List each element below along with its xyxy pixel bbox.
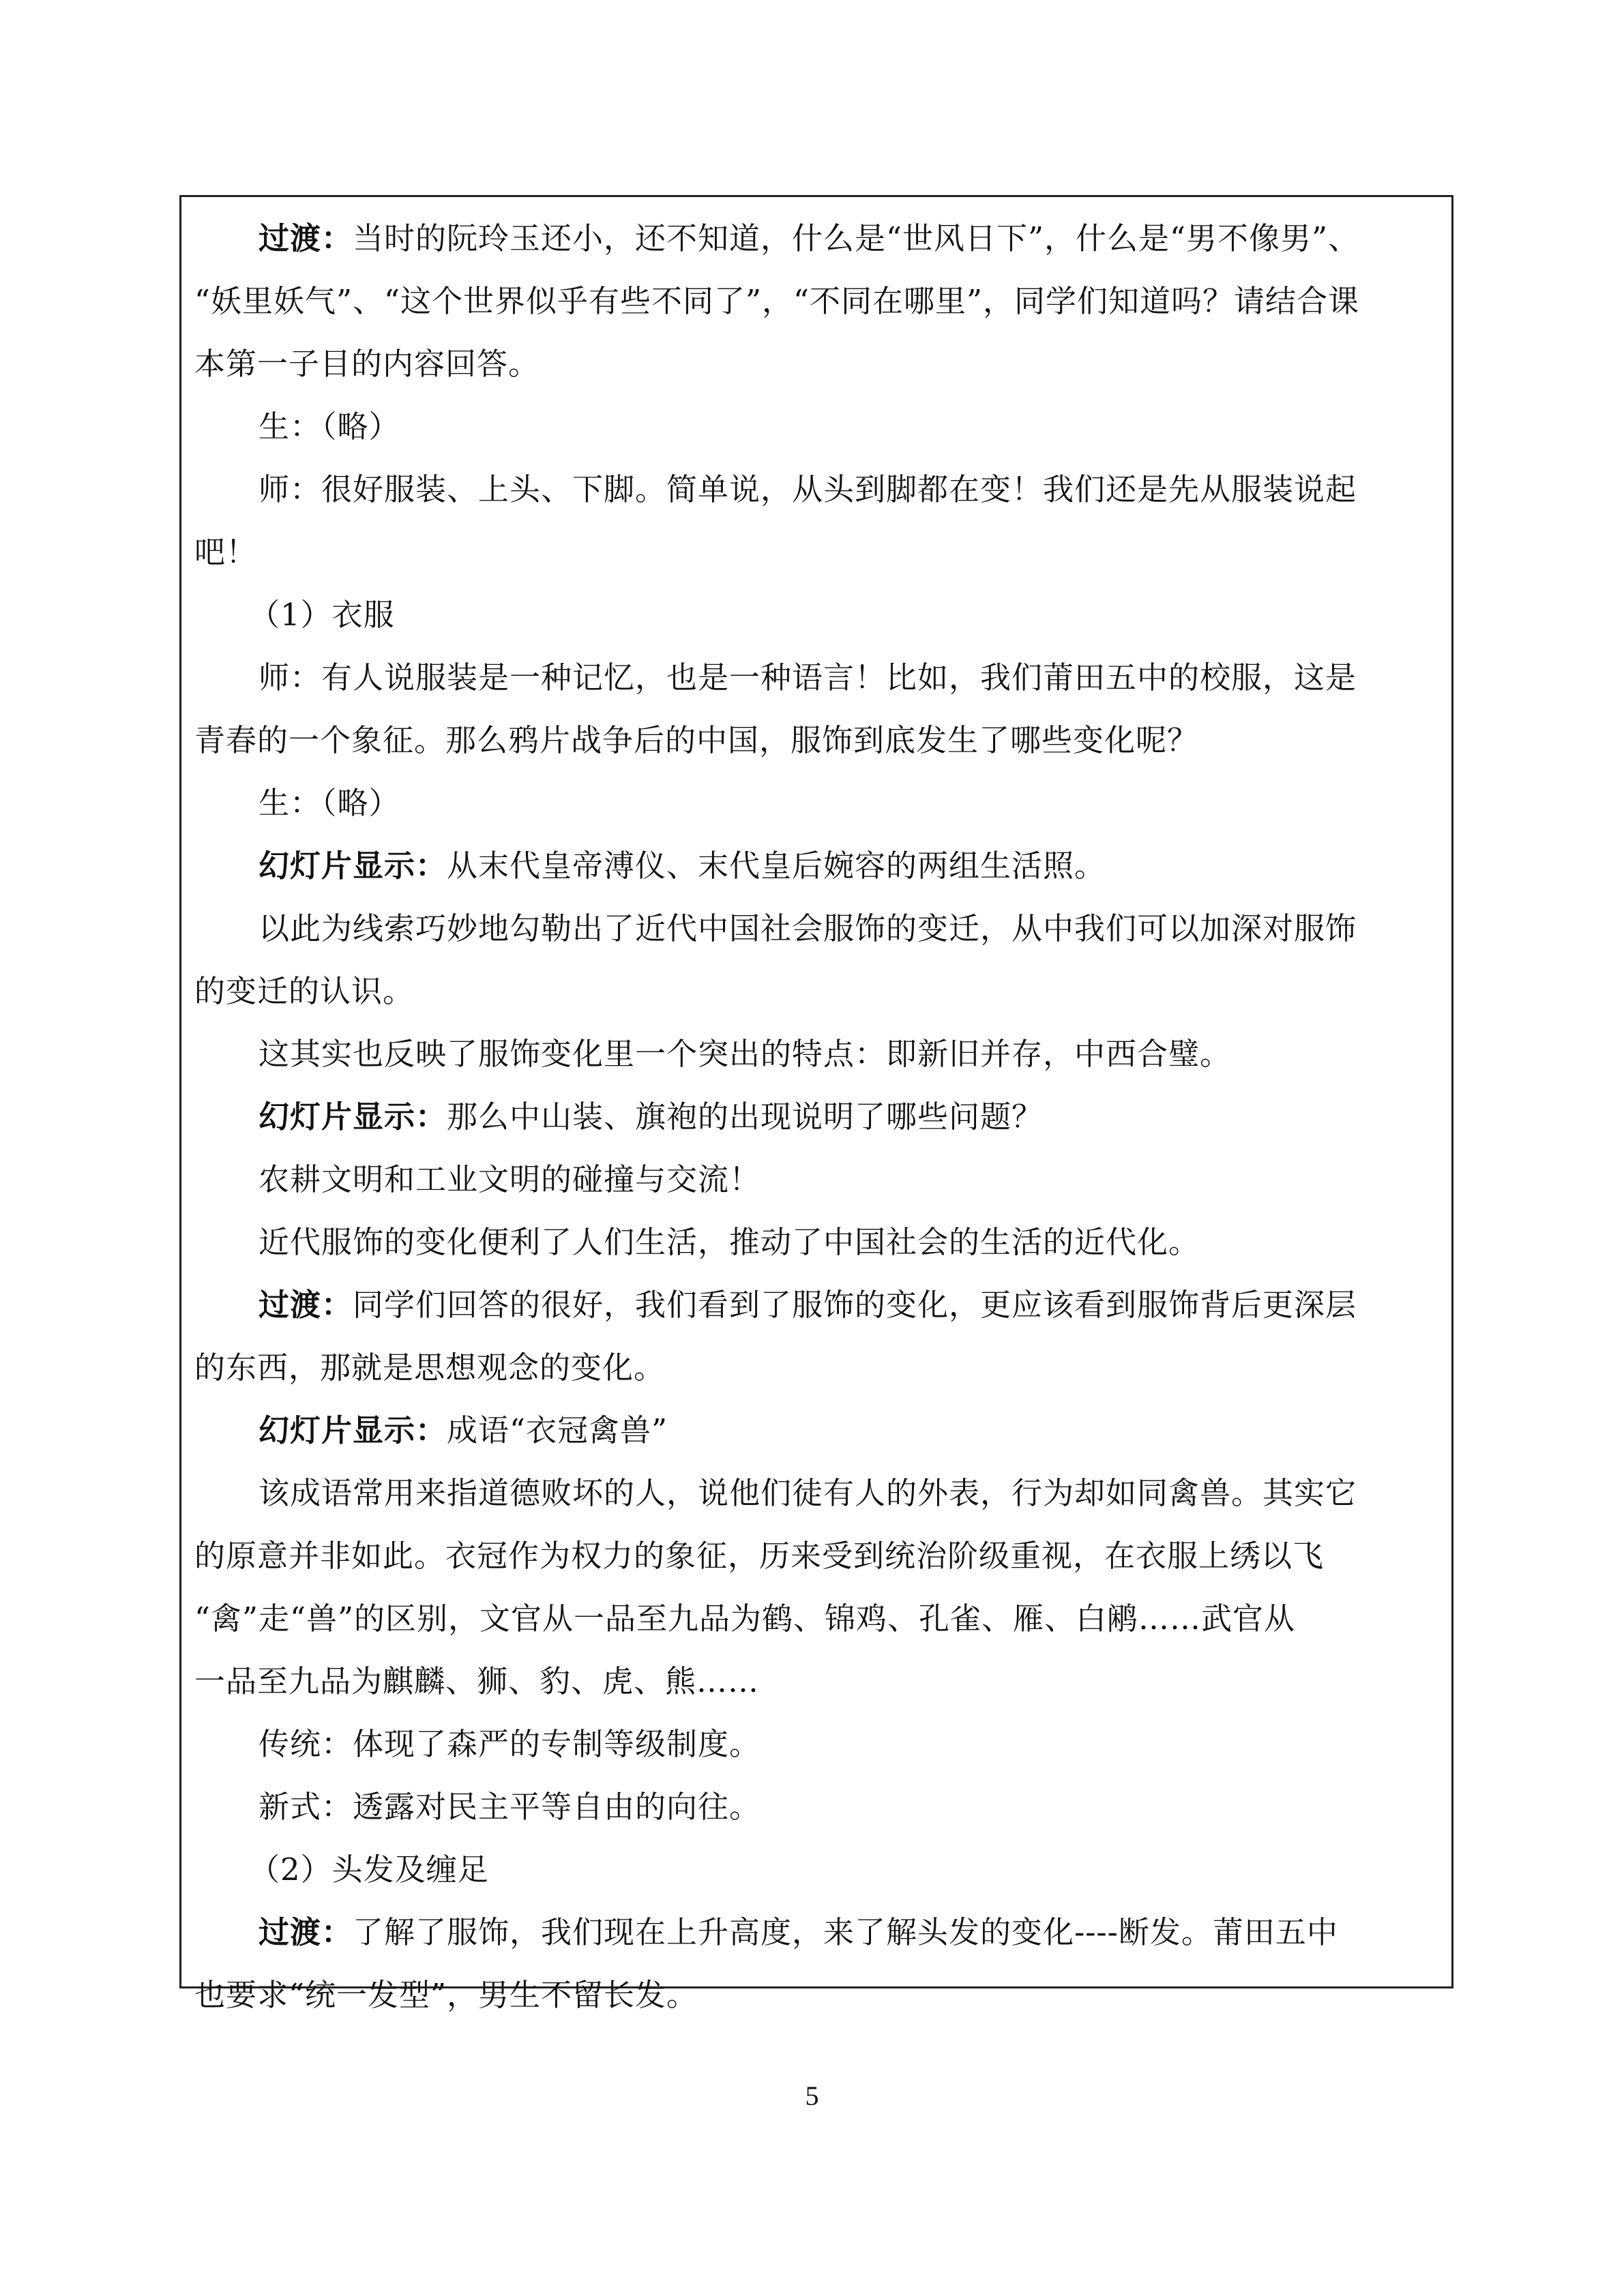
line-text: “禽”走“兽”的区别，文官从一品至九品为鹤、锦鸡、孔雀、雁、白鹇……武官从: [194, 1600, 1296, 1637]
line-label: 幻灯片显示：: [259, 1412, 447, 1448]
paragraph-line: [194, 1462, 1429, 1525]
paragraph-line: [194, 1086, 1429, 1148]
paragraph-line: [194, 1587, 1429, 1650]
paragraph-line: [194, 1337, 1429, 1399]
paragraph-line: [194, 270, 1429, 333]
paragraph-line: [194, 1399, 1429, 1462]
section-heading: [194, 584, 1429, 646]
paragraph-line: [194, 1148, 1429, 1211]
section-heading: [194, 1838, 1429, 1901]
line-text: 传统：体现了森严的专制等级制度。: [259, 1726, 761, 1762]
line-text: 的变迁的认识。: [194, 973, 415, 1009]
paragraph-line: [194, 1964, 1429, 2027]
paragraph-line: [194, 1650, 1429, 1713]
line-text: 师：有人说服装是一种记忆，也是一种语言！比如，我们莆田五中的校服，这是: [259, 659, 1357, 696]
paragraph-line: [194, 1525, 1429, 1587]
line-text: 了解了服饰，我们现在上升高度，来了解头发的变化----断发。莆田五中: [353, 1914, 1338, 1950]
line-text: 师：很好服装、上头、下脚。简单说，从头到脚都在变！我们还是先从服装说起: [259, 471, 1357, 507]
line-label: 幻灯片显示：: [259, 1099, 447, 1135]
paragraph-line: [194, 1776, 1429, 1838]
paragraph-line: [194, 458, 1429, 521]
paragraph-line: [194, 835, 1429, 897]
line-text: 一品至九品为麒麟、狮、豹、虎、熊……: [194, 1663, 760, 1699]
line-text: 农耕文明和工业文明的碰撞与交流！: [259, 1161, 761, 1197]
line-text: 该成语常用来指道德败坏的人，说他们徒有人的外表，行为却如同禽兽。其实它: [259, 1475, 1357, 1511]
paragraph-line: [194, 1901, 1429, 1964]
line-text: 生：（略）: [259, 785, 400, 821]
paragraph-line: [194, 772, 1429, 835]
paragraph-line: [194, 396, 1429, 458]
paragraph-line: [194, 1023, 1429, 1086]
line-text: 以此为线索巧妙地勾勒出了近代中国社会服饰的变迁，从中我们可以加深对服饰: [259, 910, 1357, 946]
paragraph-line: [194, 1274, 1429, 1337]
line-text: “妖里妖气”、“这个世界似乎有些不同了”，“不同在哪里”，同学们知道吗？请结合课: [194, 283, 1360, 319]
paragraph-line: [194, 960, 1429, 1023]
paragraph-line: [194, 521, 1429, 584]
line-text: 青春的一个象征。那么鸦片战争后的中国，服饰到底发生了哪些变化呢？: [194, 722, 1199, 758]
page-number: 5: [805, 2081, 819, 2111]
line-label: 过渡：: [259, 220, 353, 256]
line-text: 生：（略）: [259, 408, 400, 445]
line-text: 也要求“统一发型”，男生不留长发。: [194, 1977, 698, 2013]
paragraph-line: [194, 1211, 1429, 1274]
line-text: 同学们回答的很好，我们看到了服饰的变化，更应该看到服饰背后更深层: [353, 1287, 1357, 1323]
line-text: 这其实也反映了服饰变化里一个突出的特点：即新旧并存，中西合璧。: [259, 1036, 1232, 1072]
paragraph-line: [194, 709, 1429, 772]
paragraph-line: [194, 1713, 1429, 1776]
line-label: 过渡：: [259, 1287, 353, 1323]
line-text: 从末代皇帝溥仪、末代皇后婉容的两组生活照。: [447, 848, 1106, 884]
lesson-text: [194, 195, 1429, 2027]
paragraph-line: [194, 333, 1429, 396]
line-text: 新式：透露对民主平等自由的向往。: [259, 1789, 761, 1825]
line-text: 吧！: [194, 534, 258, 570]
line-text: 那么中山装、旗袍的出现说明了哪些问题？: [447, 1099, 1044, 1135]
paragraph-line: [194, 207, 1429, 270]
line-label: 幻灯片显示：: [259, 848, 447, 884]
paragraph-line: [194, 646, 1429, 709]
line-label: 过渡：: [259, 1914, 353, 1950]
line-text: （2）头发及缠足: [249, 1851, 489, 1888]
line-text: 近代服饰的变化便利了人们生活，推动了中国社会的生活的近代化。: [259, 1224, 1200, 1260]
line-text: 的原意并非如此。衣冠作为权力的象征，历来受到统治阶级重视，在衣服上绣以飞: [194, 1538, 1325, 1574]
line-text: （1）衣服: [249, 597, 395, 633]
line-text: 成语“衣冠禽兽”: [447, 1412, 668, 1448]
line-text: 当时的阮玲玉还小，还不知道，什么是“世风日下”，什么是“男不像男”、: [353, 220, 1360, 256]
line-text: 本第一子目的内容回答。: [194, 346, 540, 382]
line-text: 的东西，那就是思想观念的变化。: [194, 1350, 666, 1386]
paragraph-line: [194, 897, 1429, 960]
